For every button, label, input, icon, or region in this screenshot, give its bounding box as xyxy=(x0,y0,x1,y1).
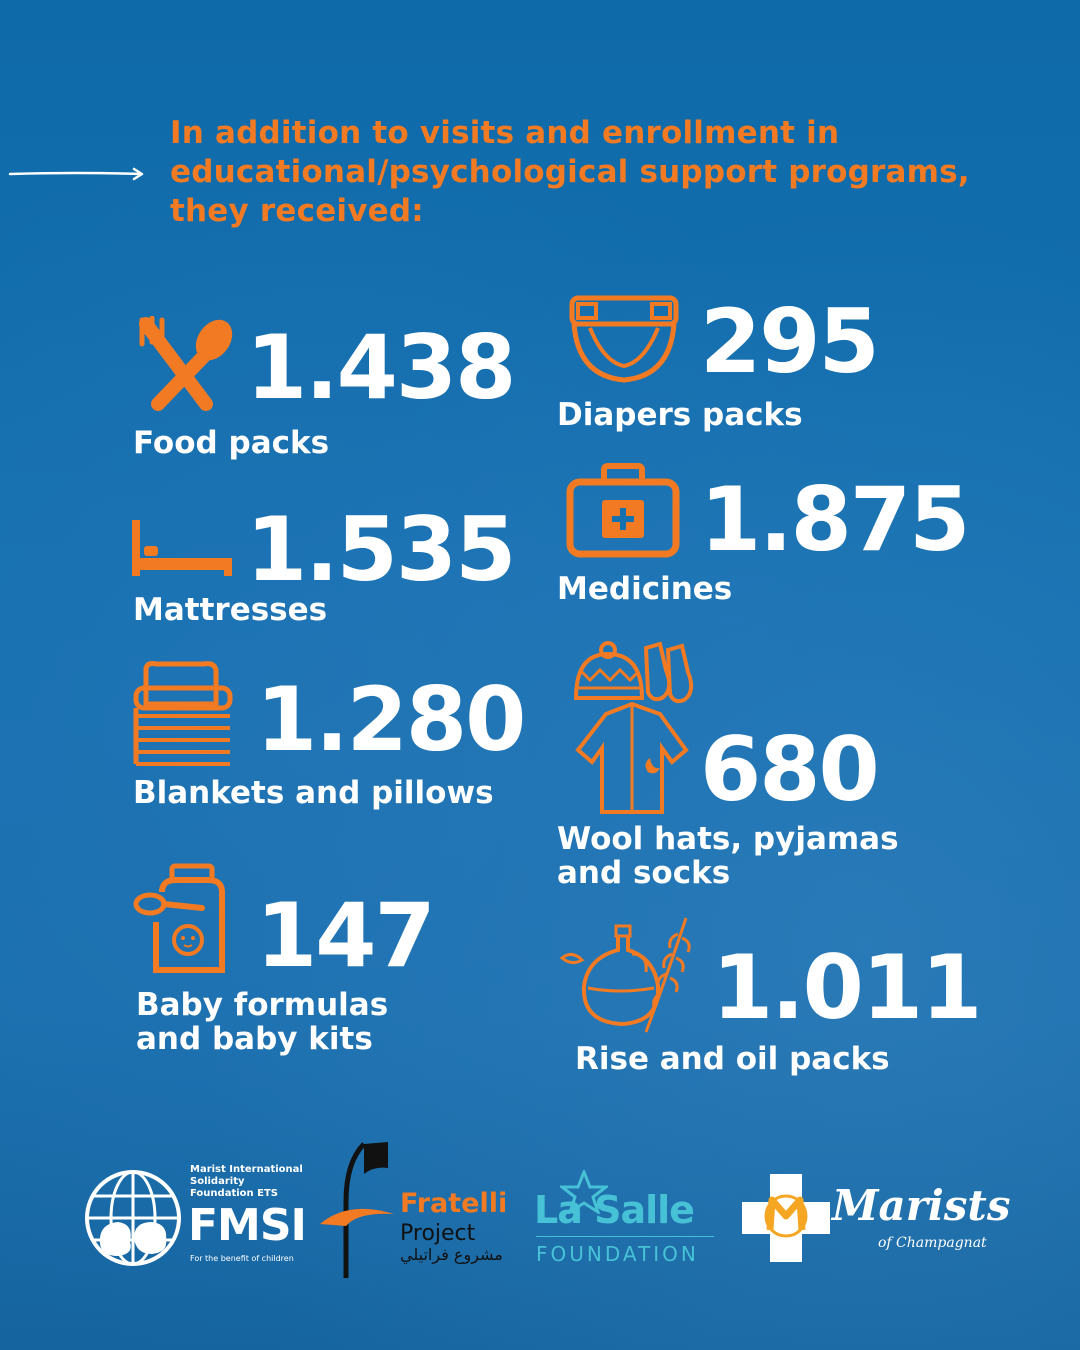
stat-value: 1.535 xyxy=(246,498,515,601)
stat-label-line2: and socks xyxy=(557,855,731,891)
fmsi-globe-icon xyxy=(78,1166,188,1270)
stat-value: 147 xyxy=(256,884,434,987)
stat-value: 1.438 xyxy=(246,316,515,419)
stat-label: Diapers packs xyxy=(557,397,803,433)
stat-label: Food packs xyxy=(133,425,330,461)
fratelli-arabic: مشروع فراتيلي xyxy=(400,1245,503,1264)
stat-value: 680 xyxy=(700,718,878,821)
marists-cross-icon xyxy=(740,1172,832,1264)
blanket-pillow-icon xyxy=(132,660,234,768)
stat-label: Blankets and pillows xyxy=(133,775,494,811)
fork-spoon-icon xyxy=(136,316,236,412)
lasalle-foundation: FOUNDATION xyxy=(536,1242,699,1266)
stat-label: Mattresses xyxy=(133,592,328,628)
medical-kit-icon xyxy=(566,462,680,558)
fmsi-fullname xyxy=(190,1164,310,1200)
lasalle-divider xyxy=(536,1236,714,1237)
stat-label-line1: Wool hats, pyjamas xyxy=(557,821,899,857)
intro-text: In addition to visits and enrollment in educational/psychological support programs, they received: xyxy=(170,115,970,229)
lasalle-name: La Salle xyxy=(534,1188,694,1232)
stat-value: 1.875 xyxy=(700,468,969,571)
stat-label-line2: and baby kits xyxy=(136,1021,373,1057)
stat-value: 295 xyxy=(700,290,878,393)
fmsi-line3: Foundation ETS xyxy=(190,1188,278,1199)
stat-label: Rise and oil packs xyxy=(575,1041,890,1077)
fratelli-f-icon xyxy=(318,1142,398,1282)
fratelli-project: Project xyxy=(400,1221,476,1246)
diaper-icon xyxy=(568,292,680,384)
stat-value: 1.280 xyxy=(256,668,525,771)
stat-value: 1.011 xyxy=(712,936,981,1039)
fratelli-name: Fratelli xyxy=(400,1188,508,1219)
marists-name: Marists xyxy=(832,1181,1011,1230)
marists-sub: of Champagnat xyxy=(878,1235,987,1251)
fmsi-line2: Solidarity xyxy=(190,1176,245,1187)
fmsi-wordmark: FMSI xyxy=(188,1200,306,1251)
clothes-icon xyxy=(570,640,710,816)
stat-label: Medicines xyxy=(557,571,733,607)
partner-logos xyxy=(0,1140,1080,1300)
bed-icon xyxy=(130,518,234,578)
arrow-right-icon xyxy=(8,164,148,184)
fmsi-tagline: For the benefit of children xyxy=(190,1254,294,1263)
stat-label-line1: Baby formulas xyxy=(136,987,389,1023)
oil-wheat-icon xyxy=(560,914,698,1036)
fmsi-line1: Marist International xyxy=(190,1164,303,1175)
baby-formula-icon xyxy=(132,862,228,976)
